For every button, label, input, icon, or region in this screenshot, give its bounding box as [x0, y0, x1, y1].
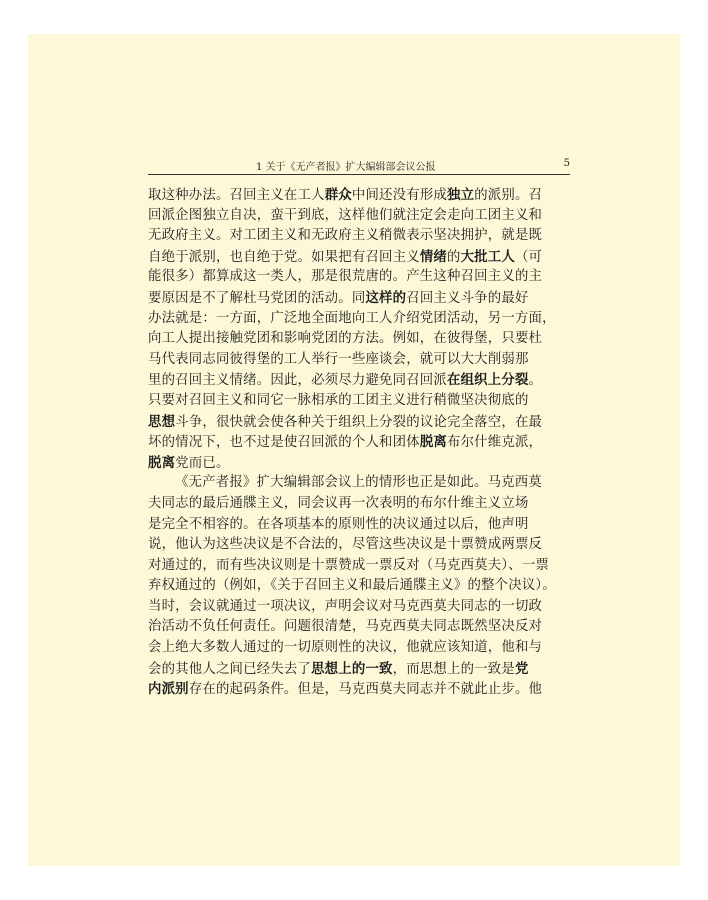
text-line	[148, 226, 570, 247]
text-line	[148, 597, 570, 618]
body-text	[148, 185, 570, 700]
header-title: 1 关于《无产者报》扩大编辑部会议公报	[256, 162, 436, 173]
text-line	[148, 515, 570, 536]
text-segment: 会上绝大多数人通过的一切原则性的决议，他就应该知道，他和与	[148, 640, 543, 656]
text-segment: 弃权通过的（例如，《关于召回主义和最后通牒主义》的整个决议）。	[148, 578, 556, 594]
text-line	[148, 412, 570, 433]
emphasized-text: 脱离	[419, 434, 447, 451]
text-segment: 取这种办法。召回主义在工人	[148, 188, 325, 203]
text-line	[148, 370, 570, 391]
header-rule	[148, 174, 570, 175]
emphasized-text: 这样的	[365, 289, 407, 306]
text-line	[148, 350, 570, 371]
emphasized-text: 独立	[447, 187, 475, 203]
text-segment: 回派企图独立自决，蛮干到底，这样他们就注定会走向工团主义和	[148, 207, 543, 223]
text-segment: 马代表同志同彼得堡的工人举行一些座谈会，就可以大大削弱那	[148, 351, 529, 367]
text-segment: 治活动不负任何责任。问题很清楚，马克西莫夫同志既然坚决反对	[148, 619, 543, 635]
text-segment: 会的其他人之间已经失去了	[148, 661, 312, 677]
text-segment: 是完全不相容的。在各项基本的原则性的决议通过以后，他声明	[148, 516, 529, 532]
text-segment: 自绝于派别，也自绝于党。如果把有召回主义	[148, 249, 420, 265]
emphasized-text: 在组织上分裂	[447, 372, 529, 389]
text-line	[148, 453, 570, 474]
text-line	[148, 659, 570, 680]
text-segment: 的派别。召	[474, 188, 543, 203]
emphasized-text: 群众	[324, 187, 352, 203]
text-line	[148, 309, 570, 330]
text-line	[148, 267, 570, 288]
emphasized-text: 情绪	[419, 248, 447, 265]
text-segment: 坏的情况下，也不过是使召回派的个人和团体	[148, 435, 420, 451]
text-segment: 要原因是不了解杜马党团的活动。同	[148, 290, 366, 306]
emphasized-text: 大批工人	[460, 248, 515, 265]
emphasized-text: 思想	[148, 413, 176, 430]
text-segment: 《无产者报》扩大编辑部会议上的情形也正是如此。马克西莫	[175, 475, 542, 491]
text-segment: 召回主义斗争的最好	[406, 290, 529, 306]
text-line	[148, 494, 570, 515]
text-segment: 向工人提出接触党团和影响党团的方法。例如，在彼得堡，只要杜	[148, 331, 543, 347]
text-line	[148, 432, 570, 453]
text-segment: 办法就是：一方面，广泛地全面地向工人介绍党团活动，另一方面，	[148, 310, 556, 326]
text-segment: ，而思想上的一致是	[392, 661, 515, 677]
emphasized-text: 思想上的一致	[311, 660, 393, 677]
text-line	[148, 473, 570, 494]
text-segment: 中间还没有形成	[351, 188, 448, 203]
text-line	[148, 206, 570, 227]
page-number: 5	[563, 158, 570, 169]
text-segment: 。	[528, 373, 543, 389]
emphasized-text: 脱离	[148, 454, 176, 471]
emphasized-text: 内派别	[148, 681, 189, 698]
text-line	[148, 288, 570, 309]
running-header	[148, 158, 570, 176]
text-segment: 说，他认为这些决议是不合法的，尽管这些决议是十票赞成两票反	[148, 537, 543, 553]
text-line	[148, 329, 570, 350]
text-line	[148, 185, 570, 206]
text-segment: 无政府主义。对工团主义和无政府主义稍微表示坚决拥护，就是既	[148, 228, 543, 244]
text-line	[148, 247, 570, 268]
text-line	[148, 391, 570, 412]
text-line	[148, 617, 570, 638]
text-line	[148, 638, 570, 659]
emphasized-text: 党	[514, 660, 529, 677]
text-line	[148, 679, 570, 700]
text-segment: 能很多）都算成这一类人，那是很荒唐的。产生这种召回主义的主	[148, 269, 543, 285]
text-segment: 斗争，很快就会使各种关于组织上分裂的议论完全落空，在最	[175, 414, 543, 430]
text-segment: 只要对召回主义和同它一脉相承的工团主义进行稍微坚决彻底的	[148, 392, 529, 408]
text-segment: 里的召回主义情绪。因此，必须尽力避免同召回派	[148, 373, 447, 389]
text-segment: 布尔什维克派，	[447, 435, 543, 451]
text-segment: 夫同志的最后通牒主义，同会议再一次表明的布尔什维主义立场	[148, 495, 529, 511]
text-segment: 存在的起码条件。但是，马克西莫夫同志并不就此止步。他	[188, 682, 543, 698]
text-segment: （可	[514, 249, 543, 265]
text-line	[148, 535, 570, 556]
text-segment: 对通过的，而有些决议则是十票赞成一票反对（马克西莫夫）、一票	[148, 557, 550, 573]
text-line	[148, 576, 570, 597]
text-segment: 当时，会议就通过一项决议，声明会议对马克西莫夫同志的一切政	[148, 598, 543, 614]
text-line	[148, 556, 570, 577]
text-segment: 的	[447, 249, 461, 265]
text-segment: 党而已。	[175, 455, 230, 471]
